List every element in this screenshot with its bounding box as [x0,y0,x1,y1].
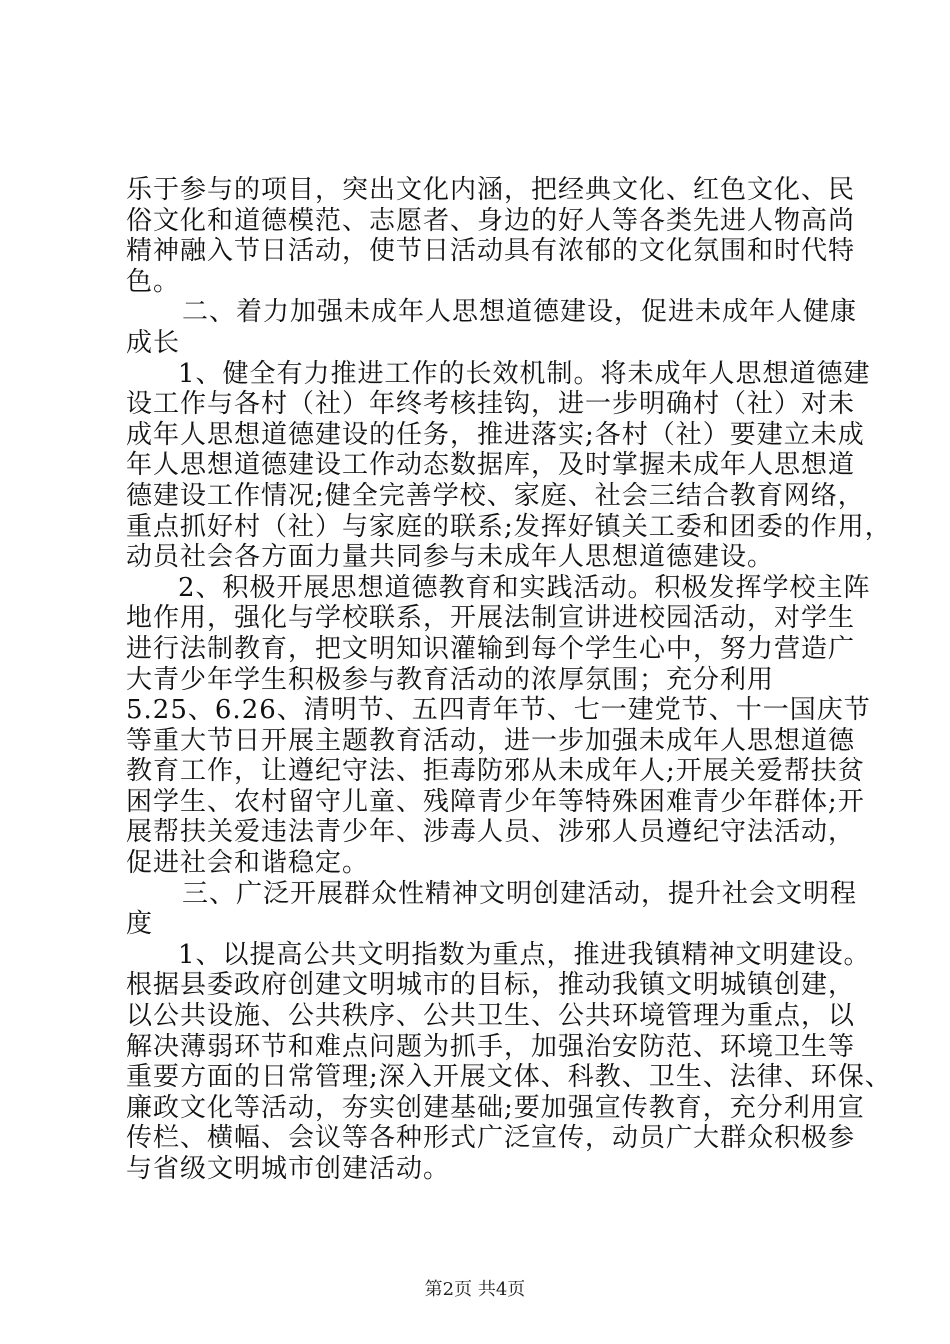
text-line: 俗文化和道德模范、志愿者、身边的好人等各类先进人物高尚 [126,205,856,236]
text-line: 传栏、横幅、会议等各种形式广泛宣传，动员广大群众积极参 [126,1123,856,1154]
text-line: 德建设工作情况;健全完善学校、家庭、社会三结合教育网络， [126,480,865,511]
text-line: 廉政文化等活动，夯实创建基础;要加强宣传教育，充分利用宣 [126,1092,865,1123]
text-line: 大青少年学生积极参与教育活动的浓厚氛围；充分利用 [126,664,775,695]
section-heading: 三、广泛开展群众性精神文明创建活动，提升社会文明程 [182,878,858,909]
text-line: 重点抓好村（社）与家庭的联系;发挥好镇关工委和团委的作用， [126,511,892,542]
text-line: 精神融入节日活动，使节日活动具有浓郁的文化氛围和时代特 [126,236,856,267]
page-number-footer: 第2页 共4页 [424,1279,526,1300]
text-line: 展帮扶关爱违法青少年、涉毒人员、涉邪人员遵纪守法活动， [126,817,856,848]
text-line: 困学生、农村留守儿童、残障青少年等特殊困难青少年群体;开 [126,786,865,817]
section-heading-continued: 成长 [126,327,181,358]
text-line: 1、健全有力推进工作的长效机制。将未成年人思想道德建 [178,358,871,389]
text-line: 1、以提高公共文明指数为重点，推进我镇精神文明建设。 [178,939,871,970]
text-line: 成年人思想道德建设的任务，推进落实;各村（社）要建立未成 [126,419,865,450]
text-line: 以公共设施、公共秩序、公共卫生、公共环境管理为重点，以 [126,1001,856,1032]
text-line: 促进社会和谐稳定。 [126,848,370,879]
body-text [126,175,892,1185]
text-line: 教育工作，让遵纪守法、拒毒防邪从未成年人;开展关爱帮扶贫 [126,756,865,787]
text-line: 等重大节日开展主题教育活动，进一步加强未成年人思想道德 [126,725,856,756]
text-line: 乐于参与的项目，突出文化内涵，把经典文化、红色文化、民 [126,175,856,205]
text-line: 重要方面的日常管理;深入开展文体、科教、卫生、法律、环保、 [126,1062,892,1093]
text-line: 色。 [126,266,181,297]
text-line: 进行法制教育，把文明知识灌输到每个学生心中，努力营造广 [126,633,856,664]
section-heading: 二、着力加强未成年人思想道德建设，促进未成年人健康 [182,297,858,328]
text-line: 设工作与各村（社）年终考核挂钩，进一步明确村（社）对未 [126,389,856,420]
text-line: 5.25、6.26、清明节、五四青年节、七一建党节、十一国庆节 [126,695,871,726]
text-line: 年人思想道德建设工作动态数据库，及时掌握未成年人思想道 [126,450,856,481]
text-line: 地作用，强化与学校联系，开展法制宣讲进校园活动，对学生 [126,603,856,634]
text-line: 解决薄弱环节和难点问题为抓手，加强治安防范、环境卫生等 [126,1031,856,1062]
text-line: 与省级文明城市创建活动。 [126,1154,451,1184]
text-line: 2、积极开展思想道德教育和实践活动。积极发挥学校主阵 [178,572,871,603]
text-line: 根据县委政府创建文明城市的目标，推动我镇文明城镇创建， [126,970,856,1001]
text-line: 动员社会各方面力量共同参与未成年人思想道德建设。 [126,542,775,573]
section-heading-continued: 度 [126,909,154,940]
